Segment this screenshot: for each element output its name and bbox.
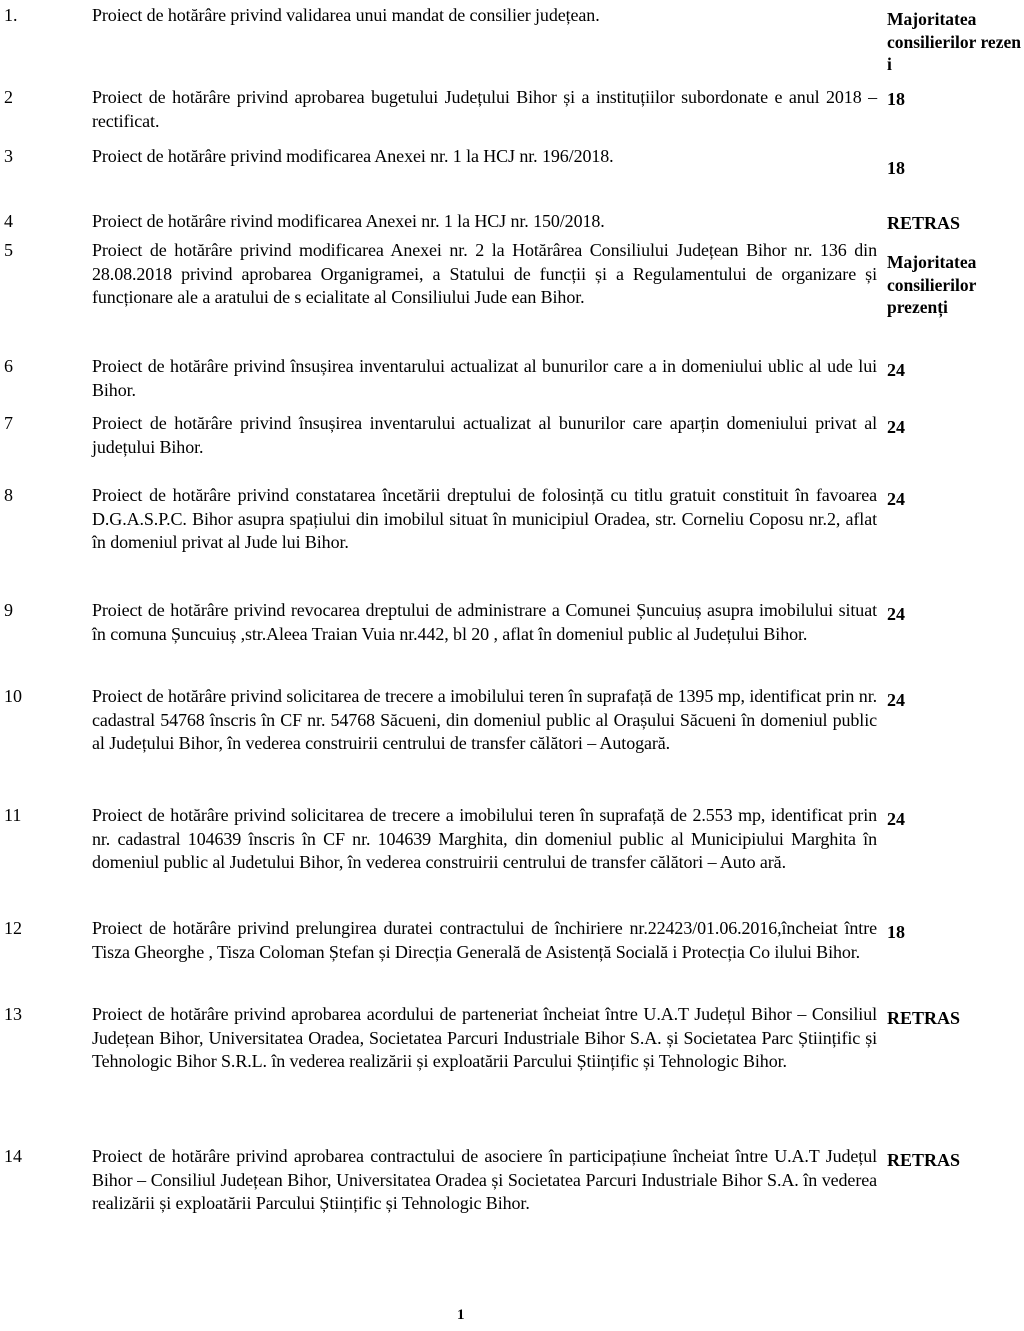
item-number: 11: [4, 805, 22, 825]
item-number: 12: [4, 918, 22, 938]
item-text: Proiect de hotărâre privind aprobarea contractului de asociere în participațiune încheiat între U.A.T Județul Bihor – Consiliul Județean Bihor, Universitatea Oradea și Societatea Parcuri Industriale Bihor S.A. în vederea realizării și exploatării Parcului Științific și Tehnologic Bihor.: [92, 1146, 877, 1213]
item-vote-result: 24: [887, 690, 905, 710]
item-number: 10: [4, 686, 22, 706]
item-text: Proiect de hotărâre privind aprobarea bugetului Județului Bihor și a instituțiilor subordonate e anul 2018 – rectificat.: [92, 87, 877, 131]
item-text: Proiect de hotărâre privind constatarea încetării dreptului de folosință cu titlu gratuit constituit în favoarea D.G.A.S.P.C. Bihor asupra spațiului din imobilul situat în municipiul Oradea, str. Corneliu Coposu nr.2, aflat în domeniul privat al Jude lui Bihor.: [92, 485, 877, 552]
item-vote-result: 18: [887, 922, 905, 942]
item-text: Proiect de hotărâre privind însușirea inventarului actualizat al bunurilor care a in domeniului ublic al ude lui Bihor.: [92, 356, 877, 400]
item-text: Proiect de hotărâre privind revocarea dreptului de administrare a Comunei Șuncuiuș asupra imobilului situat în comuna Șuncuiuș ,str.Aleea Traian Vuia nr.442, bl 20 , aflat în domeniul public al Județului Bihor.: [92, 600, 877, 644]
item-text: Proiect de hotărâre privind aprobarea acordului de parteneriat încheiat între U.A.T Județul Bihor – Consiliul Județean Bihor, Universitatea Oradea, Societatea Parcuri Industriale Bihor S.A. și Societatea Parc Științific și Tehnologic Bihor S.R.L. în vederea realizării și exploatării Parcului Științific și Tehnologic Bihor.: [92, 1004, 877, 1071]
item-text: Proiect de hotărâre privind modificarea Anexei nr. 2 la Hotărârea Consiliului Județean Bihor nr. 136 din 28.08.2018 privind aprobarea Organigramei, a Statului de funcții și a Regulamentului de organizare și funcționare ale a aratului de s ecialitate al Consiliului Jude ean Bihor.: [92, 240, 877, 307]
item-vote-result: 24: [887, 489, 905, 509]
item-number: 3: [4, 146, 13, 166]
item-text: Proiect de hotărâre privind prelungirea duratei contractului de închiriere nr.22423/01.06.2016,încheiat între Tisza Gheorghe , Tisza Coloman Ștefan și Direcția Generală de Asistență Socială i Protecția Co ilului Bihor.: [92, 918, 877, 962]
item-number: 9: [4, 600, 13, 620]
item-vote-result: 24: [887, 809, 905, 829]
item-text: Proiect de hotărâre privind însușirea inventarului actualizat al bunurilor care aparțin domeniului privat al județului Bihor.: [92, 413, 877, 457]
item-text: Proiect de hotărâre privind validarea unui mandat de consilier județean.: [92, 5, 600, 25]
item-vote-result: RETRAS: [887, 1150, 961, 1170]
item-text: Proiect de hotărâre rivind modificarea Anexei nr. 1 la HCJ nr. 150/2018.: [92, 211, 605, 231]
item-number: 13: [4, 1004, 22, 1024]
item-number: 1.: [4, 5, 18, 25]
item-vote-result: 18: [887, 158, 905, 178]
item-vote-result: 24: [887, 360, 905, 380]
item-number: 6: [4, 356, 13, 376]
item-vote-result: 18: [887, 89, 905, 109]
item-number: 2: [4, 87, 13, 107]
item-vote-result: RETRAS: [887, 213, 961, 233]
item-number: 8: [4, 485, 13, 505]
item-vote-result: Majoritatea consilierilor prezenți: [887, 252, 977, 317]
page-number: 1: [457, 1307, 465, 1323]
item-text: Proiect de hotărâre privind solicitarea de trecere a imobilului teren în suprafață de 1395 mp, identificat prin nr. cadastral 54768 înscris în CF nr. 54768 Săcueni, din domeniul public al Orașului Săcueni în domeniul public al Județului Bihor, în vederea construirii centrului de transfer călători – Autogară.: [92, 686, 877, 753]
item-vote-result: Majoritatea consilierilor rezen i: [887, 9, 1021, 74]
item-text: Proiect de hotărâre privind modificarea Anexei nr. 1 la HCJ nr. 196/2018.: [92, 146, 614, 166]
item-number: 7: [4, 413, 13, 433]
item-text: Proiect de hotărâre privind solicitarea de trecere a imobilului teren în suprafață de 2.553 mp, identificat prin nr. cadastral 104639 înscris în CF nr. 104639 Marghita, din domeniul public al Municipiului Marghita în domeniul public al Judetului Bihor, în vederea construirii centrului de transfer călători – Auto ară.: [92, 805, 877, 872]
item-vote-result: 24: [887, 604, 905, 624]
item-vote-result: RETRAS: [887, 1008, 961, 1028]
item-number: 4: [4, 211, 13, 231]
item-number: 14: [4, 1146, 22, 1166]
item-vote-result: 24: [887, 417, 905, 437]
item-number: 5: [4, 240, 13, 260]
